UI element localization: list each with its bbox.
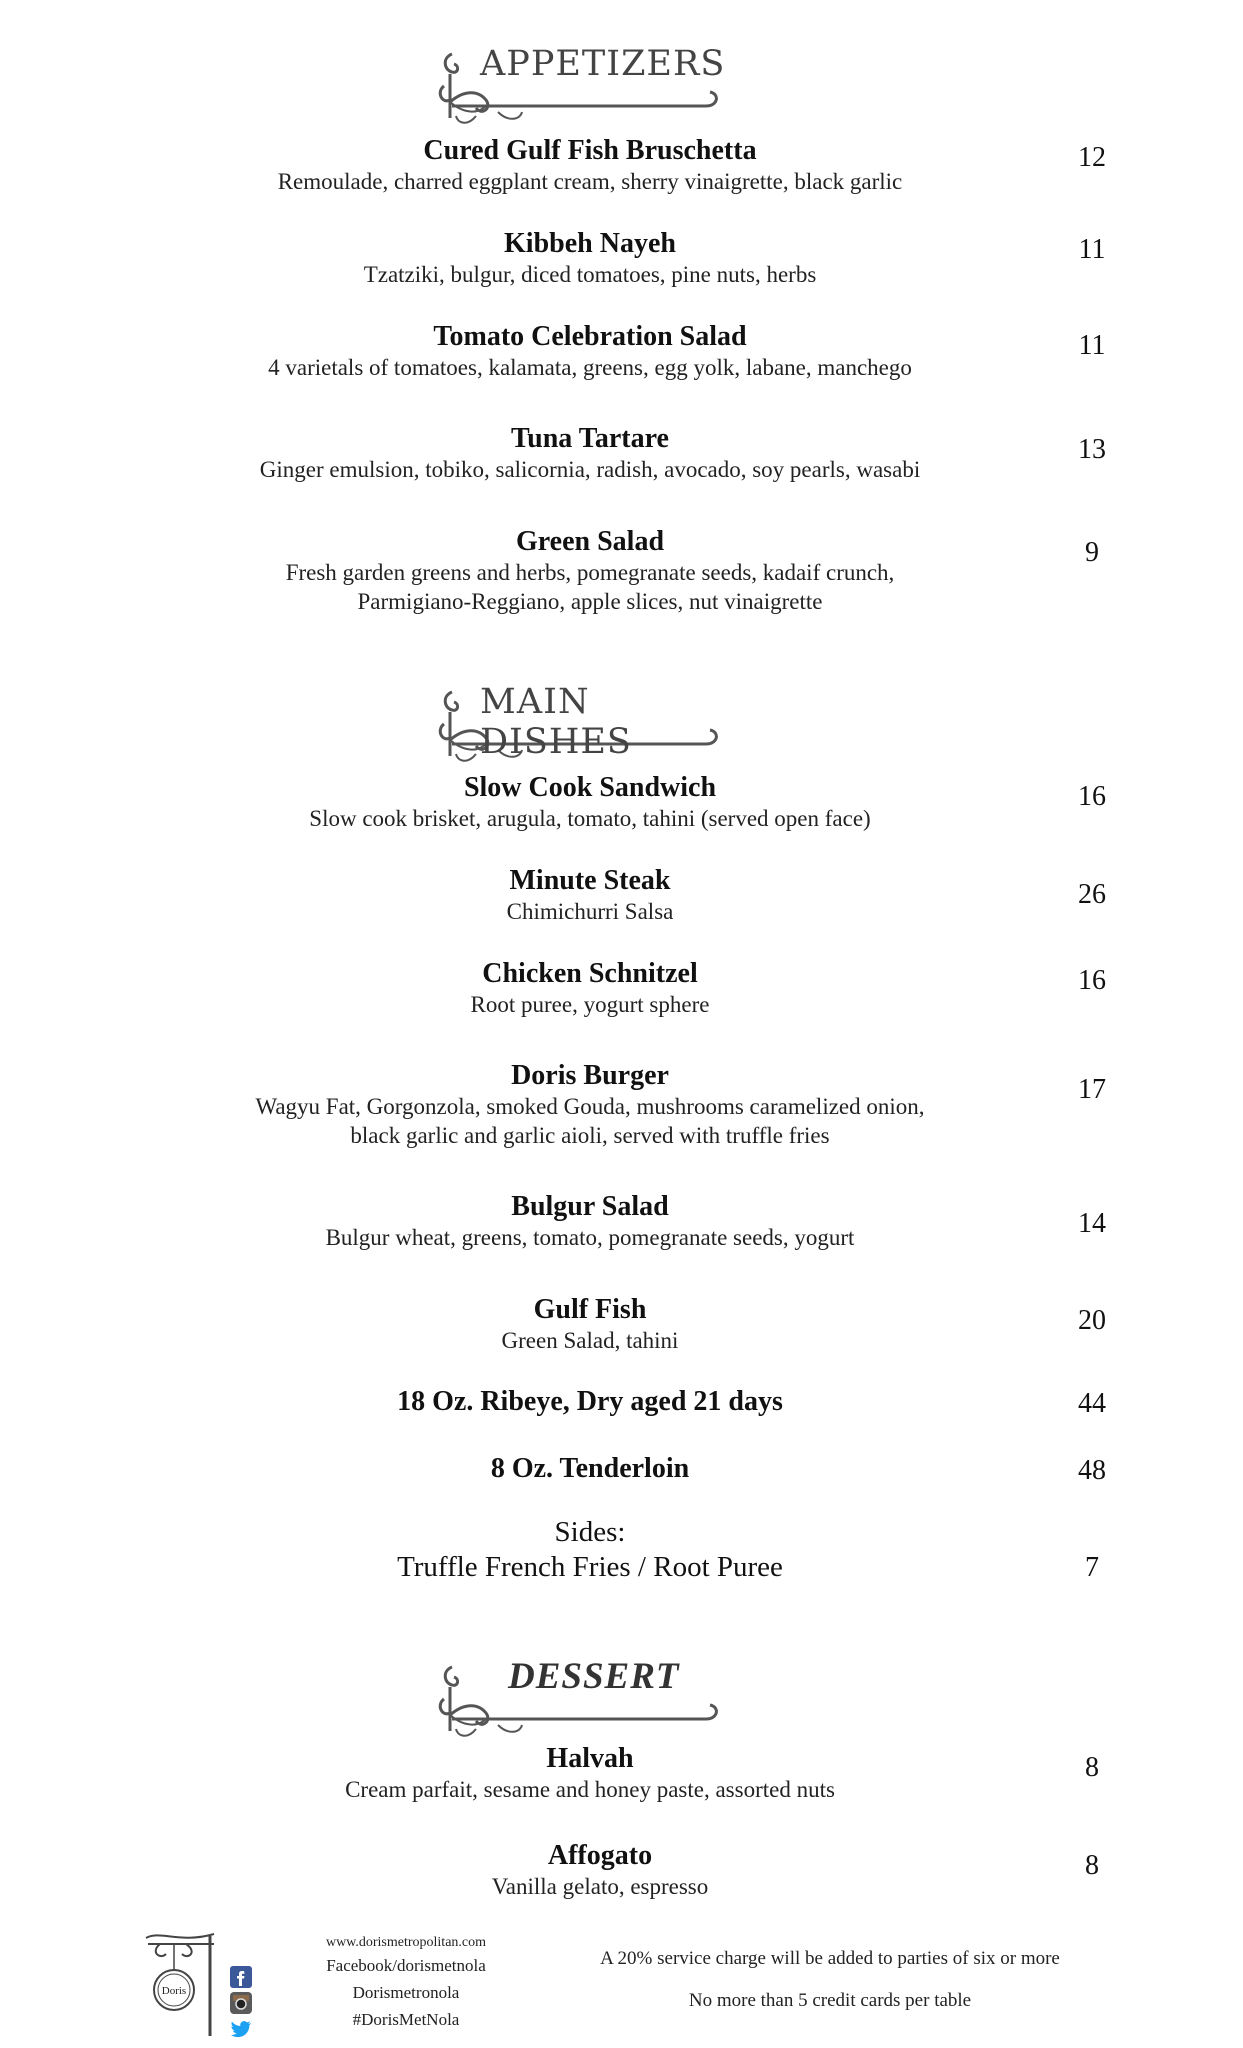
item-description: Fresh garden greens and herbs, pomegranate seeds, kadaif crunch, xyxy=(285,560,895,585)
item-price: 17 xyxy=(1078,1074,1106,1105)
section-title: MAIN DISHES xyxy=(480,682,632,762)
item-name: Bulgur Salad xyxy=(511,1191,669,1222)
menu-item xyxy=(170,321,1010,382)
item-price: 16 xyxy=(1078,781,1106,812)
menu-item xyxy=(170,1743,1010,1804)
menu-item xyxy=(170,135,1010,196)
item-price: 11 xyxy=(1078,330,1106,361)
item-description: Green Salad, tahini xyxy=(501,1328,679,1353)
item-name: 18 Oz. Ribeye, Dry aged 21 days xyxy=(397,1386,783,1417)
facebook-link[interactable]: Facebook/dorismetnola xyxy=(326,1956,486,1975)
item-description: Tzatziki, bulgur, diced tomatoes, pine nuts, herbs xyxy=(363,262,817,287)
section-title: DESSERT xyxy=(508,1656,680,1697)
item-description: Vanilla gelato, espresso xyxy=(491,1874,709,1899)
item-description: Bulgur wheat, greens, tomato, pomegranate seeds, yogurt xyxy=(325,1225,855,1250)
doris-logo-icon xyxy=(140,1930,220,2038)
menu-item xyxy=(170,865,1010,926)
item-name: Tomato Celebration Salad xyxy=(433,321,747,352)
menu-item xyxy=(170,228,1010,289)
dessert-heading xyxy=(438,1655,738,1745)
item-description: 4 varietals of tomatoes, kalamata, greens, egg yolk, labane, manchego xyxy=(268,355,912,380)
section-title: APPETIZERS xyxy=(480,44,726,84)
item-name: Green Salad xyxy=(515,526,665,557)
item-name: Affogato xyxy=(547,1840,653,1871)
item-description: Remoulade, charred eggplant cream, sherry vinaigrette, black garlic xyxy=(277,169,903,194)
item-price: 12 xyxy=(1078,142,1106,173)
sides-label: Sides: xyxy=(554,1516,626,1548)
logo-text: Doris xyxy=(161,1985,187,1997)
item-price: 8 xyxy=(1085,1850,1099,1881)
item-description: Parmigiano-Reggiano, apple slices, nut vinaigrette xyxy=(357,589,823,614)
instagram-icon[interactable] xyxy=(230,1992,252,2014)
menu-item xyxy=(170,1294,1010,1355)
item-name: Kibbeh Nayeh xyxy=(504,228,676,259)
item-price: 13 xyxy=(1078,434,1106,465)
credit-card-note: No more than 5 credit cards per table xyxy=(688,1990,972,2011)
item-description: Chimichurri Salsa xyxy=(506,899,674,924)
sides-text: Truffle French Fries / Root Puree xyxy=(397,1551,783,1583)
main-dishes-heading xyxy=(438,680,738,770)
twitter-icon[interactable] xyxy=(230,2018,252,2040)
appetizers-heading xyxy=(438,42,738,132)
item-name: 8 Oz. Tenderloin xyxy=(490,1453,690,1484)
menu-item xyxy=(170,1453,1010,1485)
item-price: 9 xyxy=(1085,537,1099,568)
item-description: Wagyu Fat, Gorgonzola, smoked Gouda, mushrooms caramelized onion, xyxy=(255,1094,925,1119)
item-price: 11 xyxy=(1078,234,1106,265)
menu-item xyxy=(170,772,1010,833)
item-name: Minute Steak xyxy=(509,865,671,896)
menu-item xyxy=(170,958,1010,1019)
item-price: 44 xyxy=(1078,1388,1106,1419)
item-price: 8 xyxy=(1085,1752,1099,1783)
menu-item xyxy=(170,526,1010,616)
footer xyxy=(0,1930,1243,2048)
item-price: 26 xyxy=(1078,879,1106,910)
menu-item xyxy=(170,1191,1010,1252)
item-price: 7 xyxy=(1085,1552,1099,1583)
item-description: black garlic and garlic aioli, served with truffle fries xyxy=(350,1123,830,1148)
item-price: 14 xyxy=(1078,1208,1106,1239)
menu-item xyxy=(180,1840,1020,1901)
item-name: Doris Burger xyxy=(511,1060,669,1091)
item-description: Slow cook brisket, arugula, tomato, tahini (served open face) xyxy=(309,806,871,831)
item-name: Tuna Tartare xyxy=(511,423,669,454)
menu-item xyxy=(170,423,1010,484)
service-charge-note: A 20% service charge will be added to parties of six or more xyxy=(600,1948,1060,1969)
item-name: Cured Gulf Fish Bruschetta xyxy=(423,135,757,166)
item-name: Slow Cook Sandwich xyxy=(463,772,717,803)
item-price: 20 xyxy=(1078,1305,1106,1336)
menu-item xyxy=(170,1060,1010,1150)
item-name: Chicken Schnitzel xyxy=(482,958,698,989)
item-description: Cream parfait, sesame and honey paste, assorted nuts xyxy=(345,1777,835,1802)
instagram-link[interactable]: Dorismetronola xyxy=(352,1983,460,2002)
item-description: Ginger emulsion, tobiko, salicornia, radish, avocado, soy pearls, wasabi xyxy=(259,457,921,482)
website-link[interactable]: www.dorismetropolitan.com xyxy=(325,1935,487,1950)
hashtag-link[interactable]: #DorisMetNola xyxy=(352,2010,460,2029)
item-price: 48 xyxy=(1078,1455,1106,1486)
sides-item xyxy=(170,1515,1010,1585)
facebook-icon[interactable] xyxy=(230,1966,252,1988)
footer-links xyxy=(296,1934,516,2033)
item-name: Halvah xyxy=(546,1743,634,1774)
menu-item xyxy=(170,1386,1010,1418)
item-price: 16 xyxy=(1078,965,1106,996)
item-name: Gulf Fish xyxy=(533,1294,647,1325)
item-description: Root puree, yogurt sphere xyxy=(470,992,710,1017)
